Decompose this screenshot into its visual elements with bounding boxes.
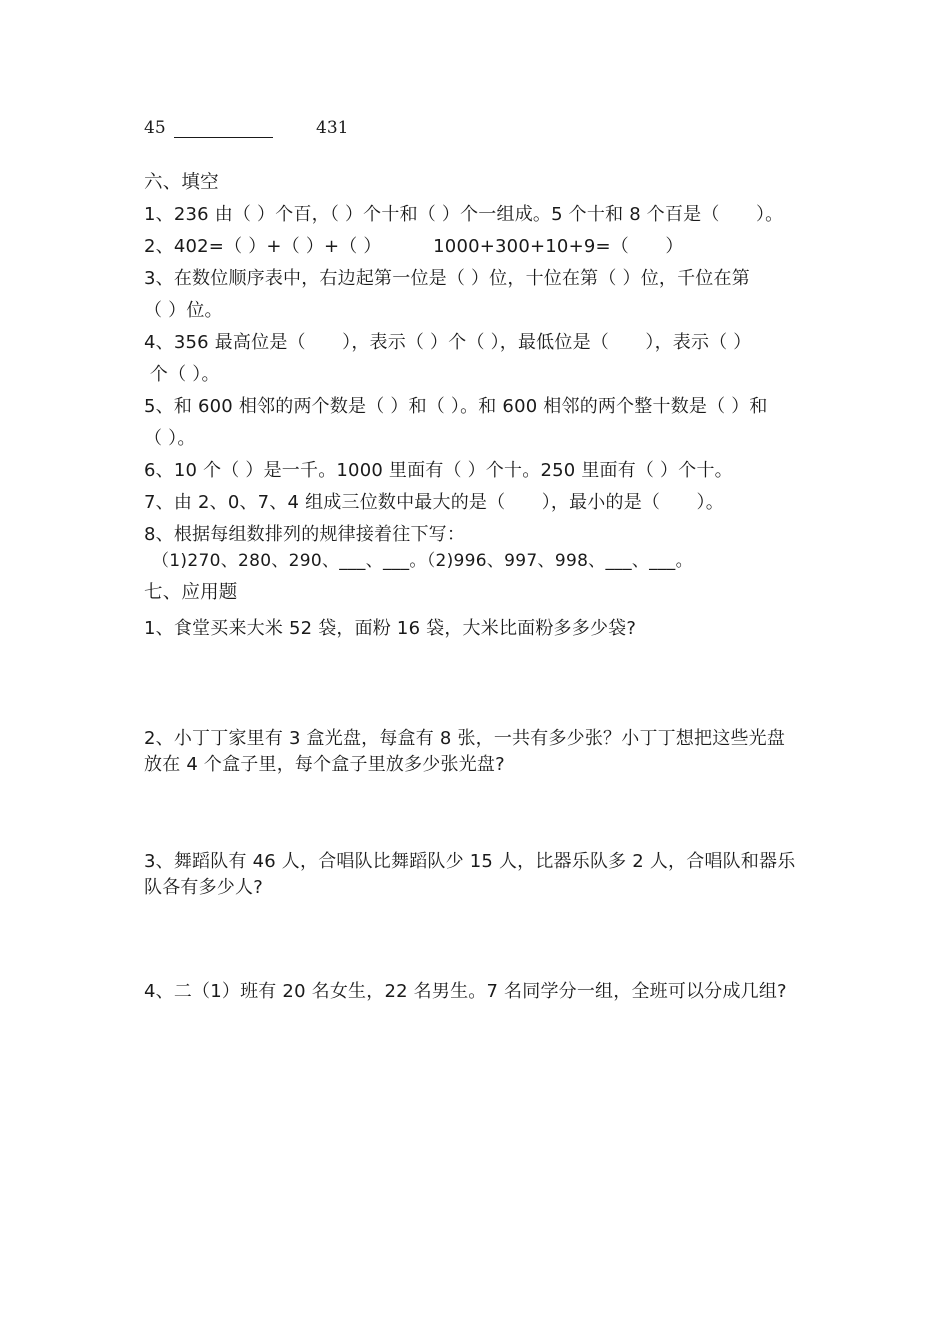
problem-4: 4、二（1）班有 20 名女生，22 名男生。7 名同学分一组，全班可以分成几组? <box>144 981 787 1002</box>
problem-1: 1、食堂买来大米 52 袋，面粉 16 袋，大米比面粉多多少袋? <box>144 618 637 639</box>
fill-item-5-cont: （ ）。 <box>144 428 196 449</box>
problem-3-line-2: 队各有多少人? <box>144 877 263 898</box>
compare-left-number: 45 <box>144 118 166 138</box>
problem-2-line-2: 放在 4 个盒子里，每个盒子里放多少张光盘? <box>144 754 505 775</box>
compare-blank <box>174 137 273 138</box>
section-7-title: 七、应用题 <box>144 582 238 603</box>
fill-item-6: 6、10 个（ ）是一千。1000 里面有（ ）个十。250 里面有（ ）个十。 <box>144 460 733 481</box>
fill-item-3: 3、在数位顺序表中，右边起第一位是（ ）位，十位在第（ ）位，千位在第 <box>144 268 750 289</box>
fill-item-1: 1、236 由（ ）个百，（ ）个十和（ ）个一组成。5 个十和 8 个百是（ ）。 <box>144 204 784 225</box>
fill-item-4-cont: 个（ ）。 <box>144 364 220 385</box>
fill-item-3-cont: （ ）位。 <box>144 300 223 321</box>
problem-3-line-1: 3、舞蹈队有 46 人，合唱队比舞蹈队少 15 人，比器乐队多 2 人，合唱队和器乐 <box>144 851 796 872</box>
fill-item-7: 7、由 2、0、7、4 组成三位数中最大的是（ ），最小的是（ ）。 <box>144 492 724 513</box>
problem-2-line-1: 2、小丁丁家里有 3 盒光盘，每盒有 8 张，一共有多少张？小丁丁想把这些光盘 <box>144 728 786 749</box>
fill-item-8: 8、根据每组数排列的规律接着往下写： <box>144 524 466 545</box>
fill-item-2: 2、402=（ ）+（ ）+（ ） 1000+300+10+9=（ ） <box>144 236 684 257</box>
fill-item-8-sequences: （1)270、280、290、___、___。（2)996、997、998、___、___。 <box>152 551 693 571</box>
compare-right-number: 431 <box>316 118 349 138</box>
section-6-title: 六、填空 <box>144 172 219 193</box>
fill-item-5: 5、和 600 相邻的两个数是（ ）和（ ）。和 600 相邻的两个整十数是（ ）和 <box>144 396 768 417</box>
fill-item-4: 4、356 最高位是（ ），表示（ ）个（ ），最低位是（ ），表示（ ） <box>144 332 752 353</box>
